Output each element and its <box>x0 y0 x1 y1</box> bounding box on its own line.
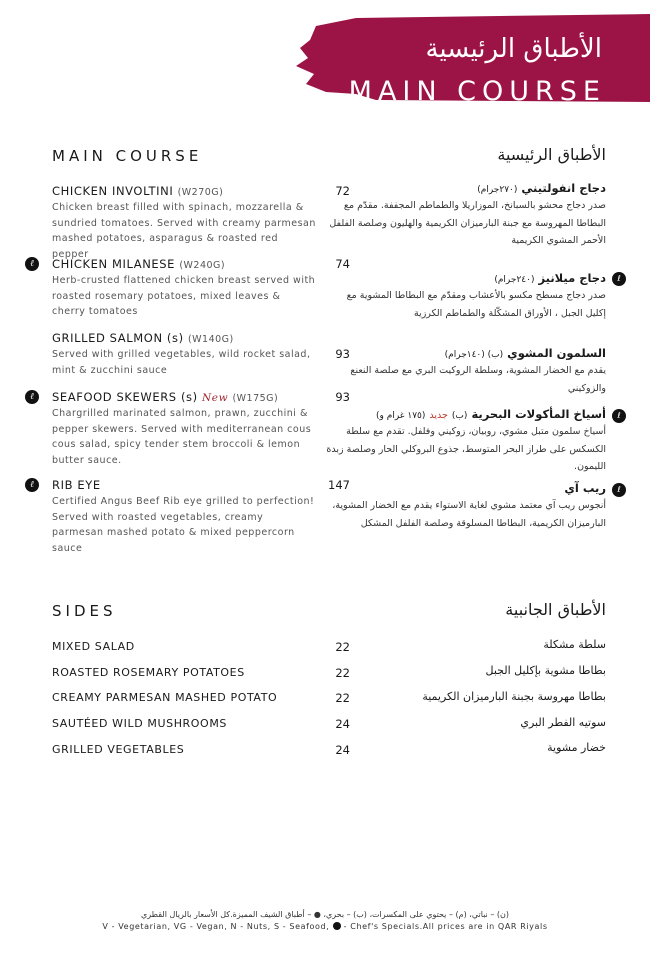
item-name: RIB EYE <box>52 478 101 492</box>
item-description: Chargrilled marinated salmon, prawn, zucchini & pepper skewers. Served with mediterranean cous cous salad, spicy tender stem broccoli & lemon butter sauce. <box>52 408 312 466</box>
new-badge: New <box>201 392 229 404</box>
side-item-name-arabic: بطاطا مشوية بإكليل الجبل <box>485 664 606 677</box>
chef-special-icon: ℓ <box>612 272 626 286</box>
chef-special-icon: ℓ <box>25 478 39 492</box>
menu-item <box>52 184 352 262</box>
side-item-name-arabic: خضار مشوية <box>547 741 606 754</box>
item-price: 74 <box>335 257 350 271</box>
side-item-price: 22 <box>335 640 350 654</box>
menu-item-arabic <box>326 181 606 250</box>
menu-item-arabic <box>326 481 606 532</box>
header-banner <box>296 14 650 107</box>
side-item-price: 22 <box>335 666 350 680</box>
item-weight: (W270G) <box>177 187 224 198</box>
side-item-name: SAUTÉED WILD MUSHROOMS <box>52 717 227 730</box>
menu-item <box>52 331 352 378</box>
item-weight: (W175G) <box>232 393 279 404</box>
menu-item <box>52 257 352 320</box>
menu-item-arabic <box>326 407 606 476</box>
side-item-name: CREAMY PARMESAN MASHED POTATO <box>52 691 278 704</box>
side-item-price: 24 <box>335 717 350 731</box>
menu-item <box>52 390 352 468</box>
menu-item <box>52 478 352 556</box>
main-course-heading-arabic: الأطباق الرئيسية <box>497 145 606 164</box>
main-course-heading: MAIN COURSE <box>52 147 203 165</box>
item-price: 72 <box>335 184 350 198</box>
side-item-price: 22 <box>335 691 350 705</box>
item-weight-arabic: (٢٧٠جرام) <box>477 185 518 195</box>
chef-special-icon: ℓ <box>25 390 39 404</box>
menu-item-arabic <box>326 271 606 322</box>
item-price: 93 <box>335 390 350 404</box>
footer-legend <box>0 922 650 931</box>
item-weight-arabic: (ب) <box>451 411 468 421</box>
item-description-arabic: صدر دجاج مسطح مكسو بالأعشاب ومقدّم مع البطاطا المشوية مع إكليل الجبل ، الأوراق المشكّلة والطماطم الكرزية <box>346 290 606 319</box>
item-name: CHICKEN MILANESE <box>52 257 176 271</box>
item-description: Served with grilled vegetables, wild rocket salad, mint & zucchini sauce <box>52 349 311 376</box>
item-description-arabic: يقدم مع الخضار المشوية، وسلطة الروكيت البري مع صلصة النعنع والزوكيني <box>350 365 606 394</box>
chef-special-icon: ℓ <box>612 409 626 423</box>
item-name-arabic: أسياخ المأكولات البحرية <box>471 407 606 421</box>
new-badge-arabic: جديد <box>429 410 448 421</box>
item-name: GRILLED SALMON (s) <box>52 331 184 345</box>
item-weight: (W140G) <box>187 334 234 345</box>
side-item-name: GRILLED VEGETABLES <box>52 743 185 756</box>
item-name: SEAFOOD SKEWERS (s) <box>52 390 198 404</box>
item-name-arabic: ريب آي <box>564 481 606 495</box>
item-weight-arabic: (١٧٥ غرام و) <box>376 411 426 421</box>
chef-special-icon: ℓ <box>612 483 626 497</box>
item-weight: (W240G) <box>179 260 226 271</box>
item-name-arabic: دجاج انفولتيني <box>521 181 606 195</box>
item-weight-arabic: (ب) (١٤٠جرام) <box>444 350 504 360</box>
footer-legend-arabic: (ن) – نباتي، (م) – يحتوي على المكسرات، (ب) – بحري، ● – أطباق الشيف المميزة.كل الأسعار بالريال القطري <box>141 910 509 919</box>
chef-special-icon: ℓ <box>25 257 39 271</box>
item-description: Certified Angus Beef Rib eye grilled to perfection! Served with roasted vegetables, creamy parmesan mashed potato & mixed peppercorn sauce <box>52 496 315 554</box>
side-item-name-arabic: سلطة مشكلة <box>543 638 606 651</box>
side-item-name-arabic: سوتيه الفطر البري <box>520 716 606 729</box>
item-description-arabic: أسياخ سلمون متبل مشوي، روبيان، زوكيني وفلفل. تقدم مع سلطة الكسكس على طراز البحر المتوسط، جذوع البروكلي الحار وصلصة زبدة الليمون. <box>326 426 606 472</box>
item-name-arabic: السلمون المشوي <box>507 346 606 360</box>
item-description-arabic: أنجوس ريب آي معتمد مشوي لغاية الاستواء يقدم مع الخضار المشوية، البارميزان الكريمية، البطاطا المسلوقة وصلصة الفلفل المشكل <box>332 500 606 529</box>
item-description: Chicken breast filled with spinach, mozzarella & sundried tomatoes. Served with creamy parmesan mashed potatoes, asparagus & roasted red pepper <box>52 202 316 260</box>
item-price: 93 <box>335 347 350 361</box>
footer-legend-text: V - Vegetarian, VG - Vegan, N - Nuts, S - Seafood, <box>102 922 330 931</box>
item-name: CHICKEN INVOLTINI <box>52 184 174 198</box>
item-weight-arabic: (٢٤٠جرام) <box>494 275 535 285</box>
item-description: Herb-crusted flattened chicken breast served with roasted rosemary potatoes, mixed leaves & cherry tomatoes <box>52 275 316 317</box>
item-description-arabic: صدر دجاج محشو بالسبانخ، الموزاريلا والطماطم المجففة. مقدّم مع البطاطا المهروسة مع جبنة البارميزان الكريمية والهليون وصلصة الفلفل الأحمر المشوي الكريمية <box>329 200 606 246</box>
footer-legend-text: - Chef's Specials.All prices are in QAR Riyals <box>343 922 548 931</box>
menu-item-arabic <box>326 346 606 397</box>
side-item-price: 24 <box>335 743 350 757</box>
side-item-name: ROASTED ROSEMARY POTATOES <box>52 666 245 679</box>
banner-title-english: MAIN COURSE <box>348 76 606 107</box>
item-price: 147 <box>328 478 350 492</box>
chef-special-icon <box>333 922 341 930</box>
item-name-arabic: دجاج ميلانيز <box>538 271 606 285</box>
banner-title-arabic: الأطباق الرئيسية <box>425 34 602 64</box>
side-item-name-arabic: بطاطا مهروسة بجبنة البارميزان الكريمية <box>422 690 606 703</box>
sides-heading-arabic: الأطباق الجانبية <box>505 600 606 619</box>
side-item-name: MIXED SALAD <box>52 640 135 653</box>
sides-heading: SIDES <box>52 602 117 620</box>
